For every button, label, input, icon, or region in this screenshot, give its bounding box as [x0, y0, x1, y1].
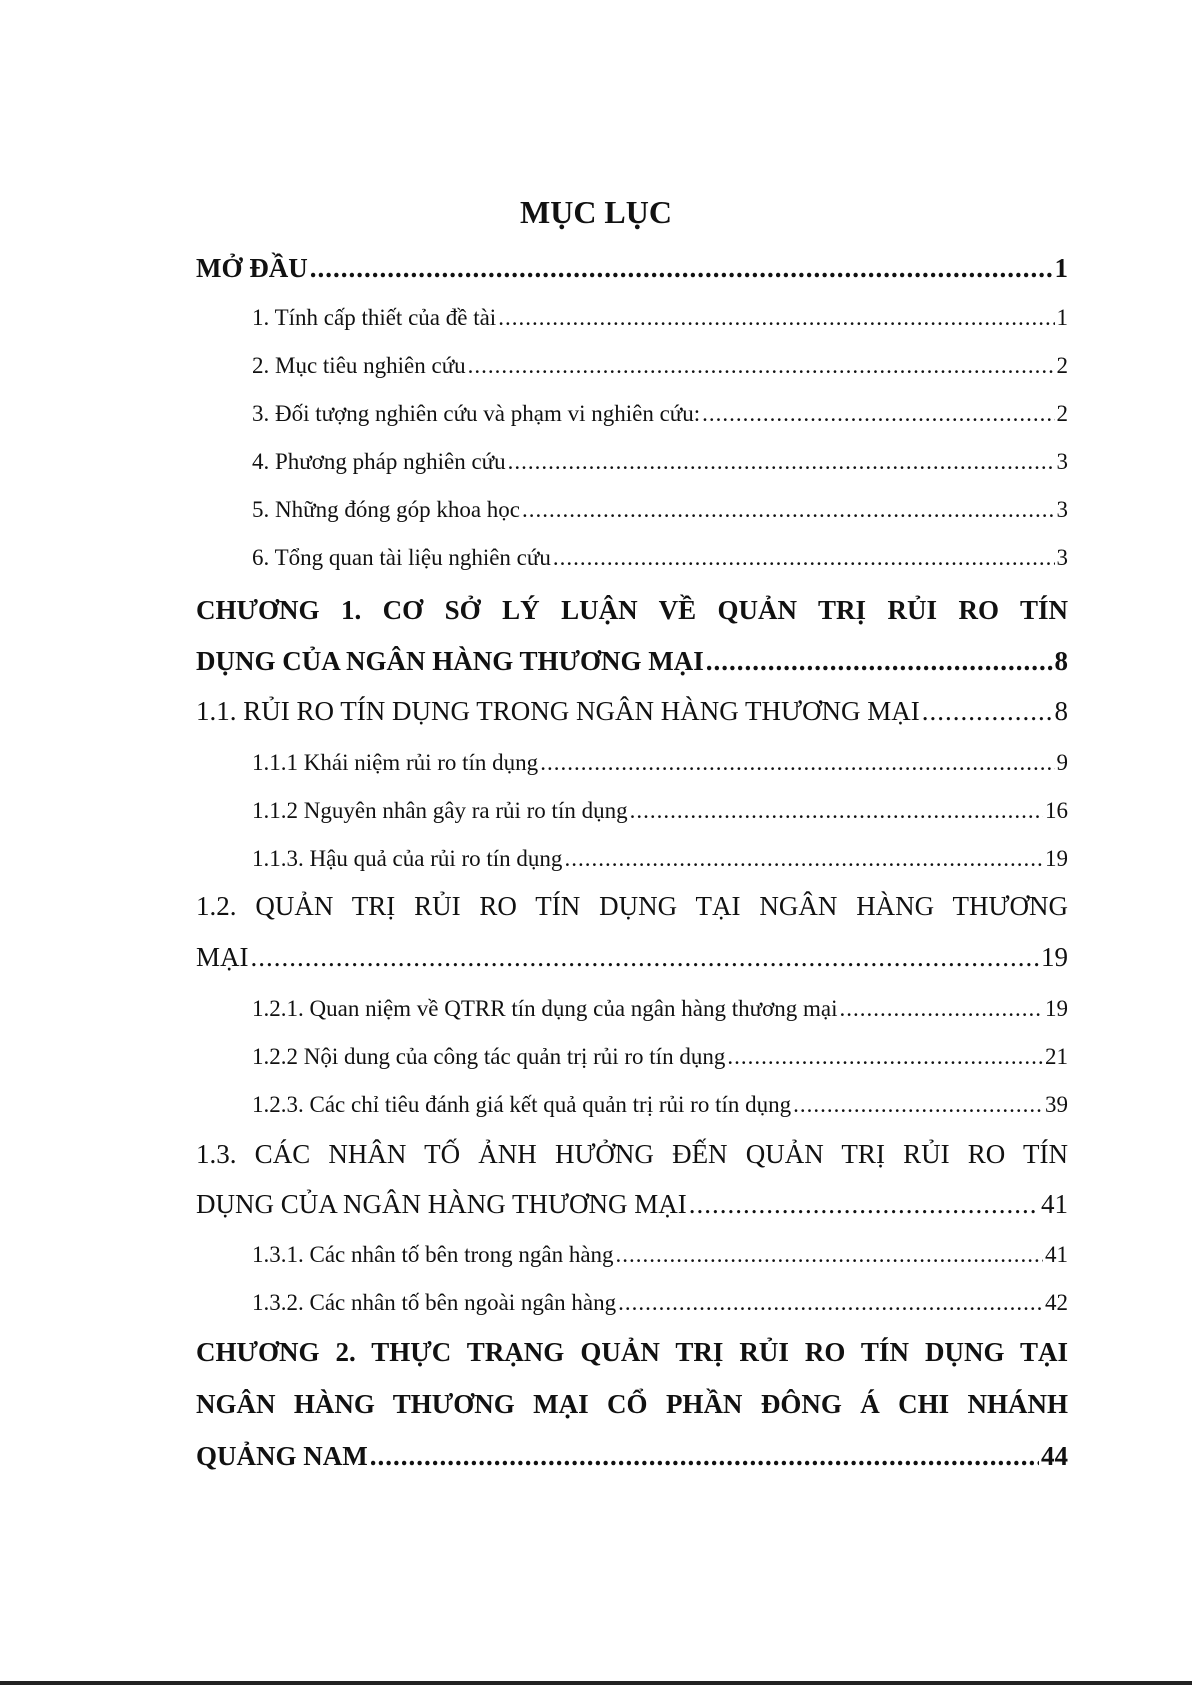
toc-entry [252, 796, 1068, 826]
toc-title: MỤC LỤC [520, 194, 672, 230]
toc-leader [727, 1042, 1043, 1072]
toc-leader [706, 643, 1053, 679]
toc-leader [618, 1288, 1043, 1318]
toc-entry [252, 748, 1068, 778]
toc-leader [839, 994, 1043, 1024]
toc-entry [252, 1042, 1068, 1072]
toc-entry-text: 1.3.1. Các nhân tố bên trong ngân hàng [252, 1242, 614, 1267]
toc-entry-text: 1.2. QUẢN TRỊ RỦI RO TÍN DỤNG TẠI NGÂN HÀNG THƯƠNG [196, 891, 1068, 921]
toc-leader [468, 351, 1055, 381]
toc-page-number: 41 [1045, 1242, 1068, 1267]
toc-entry [252, 543, 1068, 573]
toc-leader [922, 693, 1053, 729]
toc-leader [689, 1186, 1039, 1222]
toc-entry-text: QUẢNG NAM [196, 1441, 368, 1471]
page-bottom-edge [0, 1681, 1192, 1685]
toc-page-number: 42 [1045, 1290, 1068, 1315]
toc-entry-mo-dau [196, 250, 1068, 286]
toc-entry-chuong-1 [196, 592, 1068, 628]
toc-entry-text: 4. Phương pháp nghiên cứu [252, 449, 506, 474]
toc-entry-chuong-2 [196, 1334, 1068, 1370]
toc-page-number: 8 [1054, 646, 1068, 676]
toc-leader [540, 748, 1054, 778]
toc-leader [630, 796, 1043, 826]
toc-entry-chuong-1-cont [196, 643, 1068, 679]
toc-page-number: 41 [1041, 1189, 1068, 1219]
toc-entry-text: 1.1. RỦI RO TÍN DỤNG TRONG NGÂN HÀNG THƯƠNG MẠI [196, 696, 920, 726]
toc-entry-text: 1.2.1. Quan niệm về QTRR tín dụng của ngân hàng thương mại [252, 996, 838, 1021]
toc-entry-text: 2. Mục tiêu nghiên cứu [252, 353, 466, 378]
toc-page-number: 9 [1056, 750, 1068, 775]
toc-leader [793, 1090, 1043, 1120]
toc-page-number: 3 [1056, 449, 1068, 474]
toc-entry [252, 994, 1068, 1024]
toc-entry [252, 1240, 1068, 1270]
toc-entry [252, 495, 1068, 525]
toc-page-number: 19 [1045, 846, 1068, 871]
toc-page-number: 21 [1045, 1044, 1068, 1069]
toc-entry [252, 844, 1068, 874]
toc-leader [616, 1240, 1043, 1270]
toc-entry [252, 351, 1068, 381]
toc-entry-text: 1.3. CÁC NHÂN TỐ ẢNH HƯỞNG ĐẾN QUẢN TRỊ RỦI RO TÍN [196, 1139, 1068, 1169]
toc-page-number: 19 [1041, 942, 1068, 972]
toc-page-number: 1 [1054, 253, 1068, 283]
toc-leader [553, 543, 1055, 573]
toc-page-number: 3 [1056, 545, 1068, 570]
toc-entry [252, 1288, 1068, 1318]
toc-entry-text: 5. Những đóng góp khoa học [252, 497, 520, 522]
toc-page-number: 2 [1056, 401, 1068, 426]
toc-entry-text: 1.2.2 Nội dung của công tác quản trị rủi ro tín dụng [252, 1044, 726, 1069]
toc-entry-text: MỞ ĐẦU [196, 253, 308, 283]
toc-leader [702, 399, 1054, 429]
toc-entry-1-1 [196, 693, 1068, 729]
toc-entry [252, 399, 1068, 429]
toc-entry-text: DỤNG CỦA NGÂN HÀNG THƯƠNG MẠI [196, 646, 704, 676]
toc-page-number: 3 [1056, 497, 1068, 522]
toc-entry-text: 1.1.3. Hậu quả của rủi ro tín dụng [252, 846, 563, 871]
toc-leader [508, 447, 1055, 477]
toc-entry-text: 1.2.3. Các chỉ tiêu đánh giá kết quả quản trị rủi ro tín dụng [252, 1092, 792, 1117]
toc-leader [310, 250, 1053, 286]
toc-page-number: 8 [1054, 696, 1068, 726]
toc-leader [498, 303, 1054, 333]
toc-page-number: 39 [1045, 1092, 1068, 1117]
toc-entry-1-3 [196, 1136, 1068, 1172]
toc-entry-chuong-2-cont2 [196, 1438, 1068, 1474]
toc-entry-text: 1. Tính cấp thiết của đề tài [252, 305, 497, 330]
toc-page-number: 1 [1056, 305, 1068, 330]
toc-page-number: 16 [1045, 798, 1068, 823]
toc-entry [252, 1090, 1068, 1120]
toc-entry-text: CHƯƠNG 1. CƠ SỞ LÝ LUẬN VỀ QUẢN TRỊ RỦI RO TÍN [196, 595, 1068, 625]
toc-leader [370, 1438, 1039, 1474]
toc-entry-text: 1.1.1 Khái niệm rủi ro tín dụng [252, 750, 539, 775]
toc-entry-1-2 [196, 888, 1068, 924]
toc-entry-text: 1.3.2. Các nhân tố bên ngoài ngân hàng [252, 1290, 617, 1315]
toc-entry-text: DỤNG CỦA NGÂN HÀNG THƯƠNG MẠI [196, 1189, 687, 1219]
toc-entry-chuong-2-cont [196, 1386, 1068, 1422]
toc-entry-text: CHƯƠNG 2. THỰC TRẠNG QUẢN TRỊ RỦI RO TÍN DỤNG TẠI [196, 1337, 1068, 1367]
toc-entry-text: NGÂN HÀNG THƯƠNG MẠI CỔ PHẦN ĐÔNG Á CHI NHÁNH [196, 1389, 1068, 1419]
toc-entry [252, 447, 1068, 477]
toc-leader [251, 939, 1040, 975]
toc-entry-text: 1.1.2 Nguyên nhân gây ra rủi ro tín dụng [252, 798, 628, 823]
toc-entry-text: MẠI [196, 942, 249, 972]
toc-page-number: 44 [1041, 1441, 1068, 1471]
toc-page-number: 19 [1045, 996, 1068, 1021]
toc-leader [522, 495, 1055, 525]
toc-entry-text: 3. Đối tượng nghiên cứu và phạm vi nghiên cứu: [252, 401, 701, 426]
toc-page-number: 2 [1056, 353, 1068, 378]
toc-entry [252, 303, 1068, 333]
toc-entry-1-3-cont [196, 1186, 1068, 1222]
toc-leader [564, 844, 1043, 874]
toc-entry-text: 6. Tổng quan tài liệu nghiên cứu [252, 545, 551, 570]
toc-entry-1-2-cont [196, 939, 1068, 975]
